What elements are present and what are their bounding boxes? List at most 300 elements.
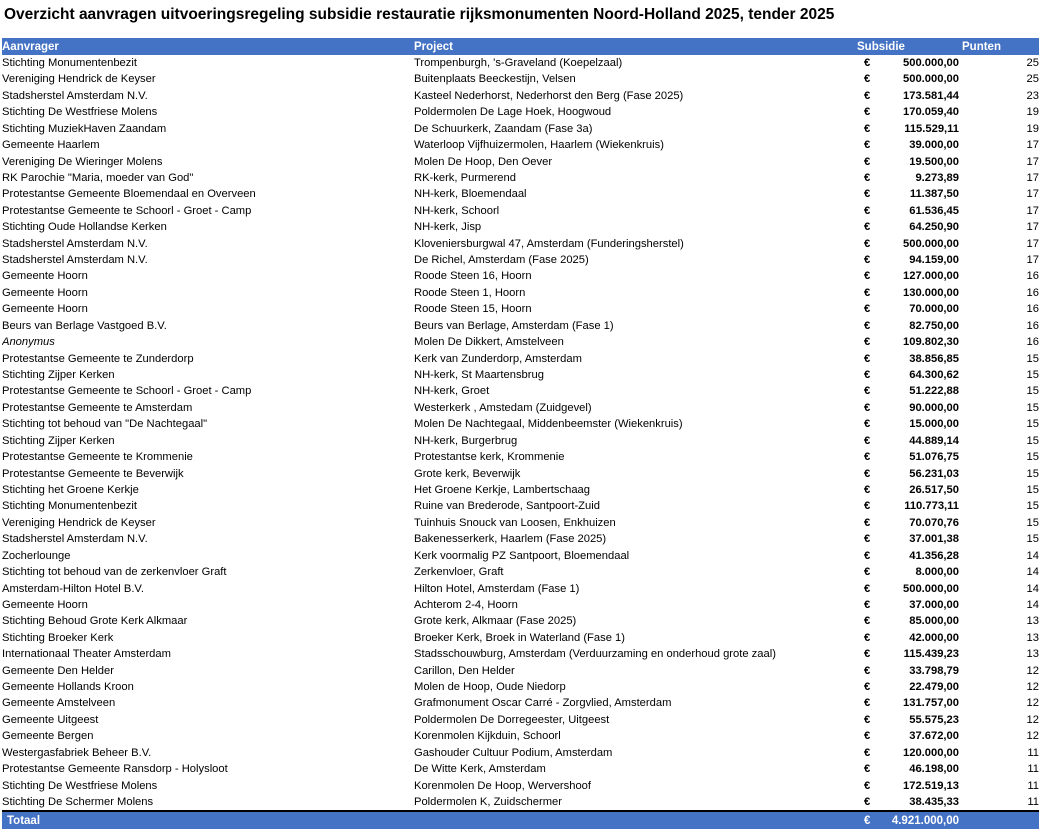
euro-symbol: € — [864, 171, 871, 184]
punten-cell: 17 — [1026, 221, 1039, 234]
euro-symbol: € — [864, 369, 871, 382]
punten-cell: 11 — [1027, 795, 1039, 808]
euro-symbol: € — [864, 155, 871, 168]
subsidie-cell — [857, 482, 962, 498]
punten-cell: 12 — [1026, 681, 1039, 694]
euro-symbol: € — [864, 352, 871, 365]
punten-cell: 14 — [1026, 549, 1039, 562]
table-row — [2, 646, 1039, 662]
project-cell: Kasteel Nederhorst, Nederhorst den Berg (Fase 2025) — [414, 89, 684, 102]
subsidie-amount: 170.059,40 — [903, 106, 959, 119]
table-row — [2, 794, 1039, 811]
punten-cell: 14 — [1026, 566, 1039, 579]
table-row — [2, 761, 1039, 777]
project-cell: Grote kerk, Beverwijk — [414, 467, 521, 480]
subsidie-cell — [857, 400, 962, 416]
project-cell: NH-kerk, Burgerbrug — [414, 434, 518, 447]
euro-symbol: € — [864, 122, 871, 135]
subsidie-amount: 56.231,03 — [909, 467, 959, 480]
table-row — [2, 548, 1039, 564]
subsidie-amount: 44.889,14 — [909, 434, 959, 447]
subsidie-amount: 130.000,00 — [903, 286, 959, 299]
project-cell: Tuinhuis Snouck van Loosen, Enkhuizen — [414, 516, 616, 529]
aanvrager-cell: Gemeente Hoorn — [2, 286, 88, 299]
total-row — [2, 811, 1039, 829]
aanvrager-cell: Gemeente Amstelveen — [2, 697, 116, 710]
subsidie-cell — [857, 745, 962, 761]
table-footer — [2, 811, 1039, 829]
punten-cell: 15 — [1026, 418, 1039, 431]
subsidie-amount: 115.529,11 — [904, 122, 959, 135]
aanvrager-cell: Protestantse Gemeente Bloemendaal en Overveen — [2, 188, 256, 201]
euro-symbol: € — [864, 451, 871, 464]
euro-symbol: € — [864, 106, 871, 119]
euro-symbol: € — [864, 270, 871, 283]
subsidie-amount: 109.802,30 — [903, 336, 959, 349]
aanvrager-cell: Stichting De Westfriese Molens — [2, 106, 158, 119]
euro-symbol: € — [864, 681, 871, 694]
column-header-aanvrager: Aanvrager — [2, 38, 414, 55]
euro-symbol: € — [864, 336, 871, 349]
subsidie-cell — [857, 433, 962, 449]
subsidie-amount: 70.070,76 — [909, 516, 959, 529]
subsidie-amount: 26.517,50 — [909, 483, 959, 496]
project-cell: NH-kerk, St Maartensbrug — [414, 369, 544, 382]
project-cell: NH-kerk, Schoorl — [414, 204, 500, 217]
subsidie-cell — [857, 548, 962, 564]
punten-cell: 12 — [1026, 664, 1039, 677]
aanvrager-cell: Stadsherstel Amsterdam N.V. — [2, 254, 148, 267]
subsidie-cell — [857, 154, 962, 170]
table-row — [2, 531, 1039, 547]
table-row — [2, 449, 1039, 465]
subsidie-cell — [857, 367, 962, 383]
aanvrager-cell: Vereniging De Wieringer Molens — [2, 155, 163, 168]
aanvrager-cell: Gemeente Den Helder — [2, 664, 114, 677]
euro-symbol: € — [864, 319, 871, 332]
project-cell: Broeker Kerk, Broek in Waterland (Fase 1) — [414, 631, 625, 644]
subsidie-cell — [857, 268, 962, 284]
punten-cell: 15 — [1026, 385, 1039, 398]
punten-cell: 19 — [1026, 106, 1039, 119]
subsidie-amount: 64.250,90 — [909, 221, 959, 234]
punten-cell: 16 — [1026, 286, 1039, 299]
subsidie-cell — [857, 466, 962, 482]
euro-symbol: € — [864, 57, 871, 69]
aanvrager-cell: Stichting Monumentenbezit — [2, 57, 137, 69]
aanvrager-cell: Zocherlounge — [2, 549, 71, 562]
table-row — [2, 383, 1039, 399]
project-cell: Achterom 2-4, Hoorn — [414, 598, 518, 611]
subsidie-amount: 37.001,38 — [909, 533, 959, 546]
subsidie-amount: 90.000,00 — [909, 401, 959, 414]
subsidie-amount: 42.000,00 — [909, 631, 959, 644]
subsidie-amount: 61.536,45 — [909, 204, 959, 217]
aanvrager-cell: Protestantse Gemeente te Schoorl - Groet - Camp — [2, 204, 252, 217]
project-cell: Roode Steen 1, Hoorn — [414, 286, 526, 299]
aanvrager-cell: Anonymus — [2, 336, 55, 349]
subsidie-cell — [857, 351, 962, 367]
table-row — [2, 416, 1039, 432]
table-row — [2, 137, 1039, 153]
subsidie-cell — [857, 778, 962, 794]
project-cell: Ruine van Brederode, Santpoort-Zuid — [414, 500, 600, 513]
subsidie-table — [2, 38, 1039, 829]
project-cell: Westerkerk , Amstedam (Zuidgevel) — [414, 401, 592, 414]
subsidie-cell — [857, 121, 962, 137]
euro-symbol: € — [864, 631, 871, 644]
aanvrager-cell: Gemeente Uitgeest — [2, 713, 99, 726]
punten-cell: 17 — [1026, 254, 1039, 267]
project-cell: Zerkenvloer, Graft — [414, 566, 504, 579]
aanvrager-cell: Protestantse Gemeente te Zunderdorp — [2, 352, 194, 365]
subsidie-amount: 94.159,00 — [909, 254, 959, 267]
project-cell: Poldermolen De Dorregeester, Uitgeest — [414, 713, 610, 726]
project-cell: Carillon, Den Helder — [414, 664, 515, 677]
punten-cell: 15 — [1026, 516, 1039, 529]
subsidie-cell — [857, 334, 962, 350]
subsidie-amount: 15.000,00 — [909, 418, 959, 431]
project-cell: Poldermolen De Lage Hoek, Hoogwoud — [414, 106, 612, 119]
aanvrager-cell: Stichting Zijper Kerken — [2, 369, 115, 382]
euro-symbol: € — [864, 615, 871, 628]
subsidie-amount: 500.000,00 — [903, 73, 959, 86]
subsidie-cell — [857, 285, 962, 301]
project-cell: Trompenburgh, 's-Graveland (Koepelzaal) — [414, 57, 623, 69]
punten-cell: 19 — [1026, 122, 1039, 135]
project-cell: De Schuurkerk, Zaandam (Fase 3a) — [414, 122, 593, 135]
project-cell: RK-kerk, Purmerend — [414, 171, 516, 184]
subsidie-amount: 37.672,00 — [909, 730, 959, 743]
project-cell: Buitenplaats Beeckestijn, Velsen — [414, 73, 576, 86]
table-row — [2, 498, 1039, 514]
euro-symbol: € — [864, 730, 871, 743]
punten-cell: 15 — [1026, 483, 1039, 496]
punten-cell: 25 — [1026, 57, 1039, 69]
column-header-punten: Punten — [962, 38, 1039, 55]
subsidie-cell — [857, 71, 962, 87]
euro-symbol: € — [864, 483, 871, 496]
aanvrager-cell: Protestantse Gemeente te Schoorl - Groet - Camp — [2, 385, 252, 398]
punten-cell: 12 — [1026, 730, 1039, 743]
subsidie-cell — [857, 679, 962, 695]
punten-cell: 15 — [1026, 434, 1039, 447]
subsidie-cell — [857, 383, 962, 399]
euro-symbol: € — [864, 795, 871, 808]
aanvrager-cell: Gemeente Haarlem — [2, 139, 100, 152]
subsidie-amount: 70.000,00 — [909, 303, 959, 316]
aanvrager-cell: Stichting het Groene Kerkje — [2, 483, 139, 496]
project-cell: Kerk van Zunderdorp, Amsterdam — [414, 352, 582, 365]
subsidie-cell — [857, 630, 962, 646]
aanvrager-cell: Stadsherstel Amsterdam N.V. — [2, 89, 148, 102]
table-row — [2, 778, 1039, 794]
punten-cell: 15 — [1026, 467, 1039, 480]
project-cell: Stadsschouwburg, Amsterdam (Verduurzaming en onderhoud grote zaal) — [414, 648, 776, 661]
table-row — [2, 71, 1039, 87]
header-row — [2, 38, 1039, 55]
punten-cell: 15 — [1026, 500, 1039, 513]
subsidie-cell — [857, 728, 962, 744]
table-row — [2, 663, 1039, 679]
euro-symbol: € — [864, 566, 871, 579]
euro-symbol: € — [864, 254, 871, 267]
table-row — [2, 121, 1039, 137]
subsidie-cell — [857, 531, 962, 547]
table-row — [2, 318, 1039, 334]
subsidie-cell — [857, 318, 962, 334]
project-cell: Roode Steen 15, Hoorn — [414, 303, 532, 316]
euro-symbol: € — [864, 500, 871, 513]
project-cell: Molen De Hoop, Den Oever — [414, 155, 553, 168]
subsidie-cell — [857, 515, 962, 531]
table-row — [2, 154, 1039, 170]
subsidie-amount: 51.076,75 — [909, 451, 959, 464]
subsidie-cell — [857, 252, 962, 268]
aanvrager-cell: Gemeente Hollands Kroon — [2, 681, 134, 694]
table-row — [2, 236, 1039, 252]
subsidie-cell — [857, 236, 962, 252]
aanvrager-cell: Stichting Oude Hollandse Kerken — [2, 221, 167, 234]
euro-symbol: € — [864, 779, 871, 792]
punten-cell: 15 — [1026, 352, 1039, 365]
punten-cell: 13 — [1026, 648, 1039, 661]
project-cell: Waterloop Vijfhuizermolen, Haarlem (Wiekenkruis) — [414, 139, 664, 152]
table-row — [2, 88, 1039, 104]
aanvrager-cell: Beurs van Berlage Vastgoed B.V. — [2, 319, 167, 332]
punten-cell: 15 — [1026, 401, 1039, 414]
project-cell: NH-kerk, Bloemendaal — [414, 188, 527, 201]
subsidie-cell — [857, 646, 962, 662]
aanvrager-cell: Gemeente Hoorn — [2, 598, 88, 611]
aanvrager-cell: Internationaal Theater Amsterdam — [2, 648, 171, 661]
subsidie-amount: 19.500,00 — [909, 155, 959, 168]
subsidie-cell — [857, 416, 962, 432]
aanvrager-cell: Stichting Monumentenbezit — [2, 500, 137, 513]
project-cell: Kloveniersburgwal 47, Amsterdam (Funderingsherstel) — [414, 237, 684, 250]
punten-cell: 15 — [1026, 451, 1039, 464]
table-row — [2, 203, 1039, 219]
table-row — [2, 334, 1039, 350]
aanvrager-cell: Protestantse Gemeente te Amsterdam — [2, 401, 193, 414]
euro-symbol: € — [864, 598, 871, 611]
project-cell: Molen De Nachtegaal, Middenbeemster (Wiekenkruis) — [414, 418, 683, 431]
subsidie-cell — [857, 137, 962, 153]
project-cell: Korenmolen De Hoop, Wervershoof — [414, 779, 592, 792]
punten-cell: 13 — [1026, 631, 1039, 644]
aanvrager-cell: Amsterdam-Hilton Hotel B.V. — [2, 582, 144, 595]
euro-symbol: € — [864, 139, 871, 152]
aanvrager-cell: Gemeente Bergen — [2, 730, 94, 743]
punten-cell: 14 — [1026, 598, 1039, 611]
aanvrager-cell: Stichting De Westfriese Molens — [2, 779, 158, 792]
punten-cell: 11 — [1027, 779, 1039, 792]
punten-cell: 25 — [1026, 73, 1039, 86]
table-row — [2, 400, 1039, 416]
aanvrager-cell: Gemeente Hoorn — [2, 303, 88, 316]
subsidie-cell — [857, 581, 962, 597]
euro-symbol: € — [864, 549, 871, 562]
total-subsidie-amount: 4.921.000,00 — [891, 814, 959, 827]
subsidie-cell — [857, 203, 962, 219]
project-cell: De Richel, Amsterdam (Fase 2025) — [414, 254, 589, 267]
project-cell: Gashouder Cultuur Podium, Amsterdam — [414, 746, 613, 759]
subsidie-amount: 46.198,00 — [909, 763, 959, 776]
subsidie-amount: 22.479,00 — [909, 681, 959, 694]
subsidie-amount: 131.757,00 — [903, 697, 959, 710]
subsidie-amount: 110.773,11 — [904, 500, 959, 513]
column-header-subsidie: Subsidie — [857, 38, 962, 55]
table-row — [2, 433, 1039, 449]
table-row — [2, 745, 1039, 761]
euro-symbol: € — [864, 418, 871, 431]
subsidie-cell — [857, 186, 962, 202]
table-row — [2, 613, 1039, 629]
subsidie-cell — [857, 55, 962, 71]
euro-symbol: € — [864, 713, 871, 726]
table-row — [2, 55, 1039, 71]
euro-symbol: € — [864, 697, 871, 710]
table-row — [2, 564, 1039, 580]
subsidie-amount: 37.000,00 — [909, 598, 959, 611]
aanvrager-cell: Stadsherstel Amsterdam N.V. — [2, 533, 148, 546]
subsidie-cell — [857, 712, 962, 728]
subsidie-amount: 51.222,88 — [909, 385, 959, 398]
punten-cell: 16 — [1026, 303, 1039, 316]
table-row — [2, 219, 1039, 235]
table-row — [2, 186, 1039, 202]
table-row — [2, 268, 1039, 284]
project-cell: De Witte Kerk, Amsterdam — [414, 763, 546, 776]
project-cell: Korenmolen Kijkduin, Schoorl — [414, 730, 561, 743]
total-punten-cell — [962, 811, 1039, 829]
subsidie-amount: 173.581,44 — [903, 89, 959, 102]
punten-cell: 17 — [1026, 188, 1039, 201]
euro-symbol: € — [864, 221, 871, 234]
table-row — [2, 581, 1039, 597]
euro-symbol: € — [864, 814, 871, 827]
subsidie-cell — [857, 794, 962, 811]
table-row — [2, 679, 1039, 695]
total-project-cell — [414, 811, 857, 829]
punten-cell: 16 — [1026, 336, 1039, 349]
subsidie-amount: 11.387,50 — [909, 188, 959, 201]
euro-symbol: € — [864, 746, 871, 759]
aanvrager-cell: Stichting MuziekHaven Zaandam — [2, 122, 167, 135]
subsidie-cell — [857, 301, 962, 317]
punten-cell: 13 — [1026, 615, 1039, 628]
punten-cell: 14 — [1026, 582, 1039, 595]
aanvrager-cell: RK Parochie "Maria, moeder van God" — [2, 171, 194, 184]
subsidie-cell — [857, 88, 962, 104]
aanvrager-cell: Vereniging Hendrick de Keyser — [2, 73, 156, 86]
table-row — [2, 482, 1039, 498]
subsidie-cell — [857, 498, 962, 514]
subsidie-cell — [857, 613, 962, 629]
punten-cell: 11 — [1027, 763, 1039, 776]
aanvrager-cell: Stichting tot behoud van "De Nachtegaal" — [2, 418, 208, 431]
table-row — [2, 630, 1039, 646]
column-header-project: Project — [414, 38, 857, 55]
project-cell: Beurs van Berlage, Amsterdam (Fase 1) — [414, 319, 614, 332]
project-cell: Hilton Hotel, Amsterdam (Fase 1) — [414, 582, 580, 595]
subsidie-amount: 172.519,13 — [903, 779, 959, 792]
punten-cell: 12 — [1026, 713, 1039, 726]
project-cell: Poldermolen K, Zuidschermer — [414, 795, 562, 808]
euro-symbol: € — [864, 533, 871, 546]
euro-symbol: € — [864, 467, 871, 480]
table-row — [2, 712, 1039, 728]
subsidie-cell — [857, 104, 962, 120]
subsidie-cell — [857, 170, 962, 186]
page-title: Overzicht aanvragen uitvoeringsregeling subsidie restauratie rijksmonumenten Noord-Holland 2025, tender 2025 — [4, 6, 835, 23]
aanvrager-cell: Stichting Zijper Kerken — [2, 434, 115, 447]
project-cell: Roode Steen 16, Hoorn — [414, 270, 532, 283]
table-row — [2, 728, 1039, 744]
table-header — [2, 38, 1039, 55]
project-cell: Het Groene Kerkje, Lambertschaag — [414, 483, 590, 496]
project-cell: Grafmonument Oscar Carré - Zorgvlied, Amsterdam — [414, 697, 672, 710]
table-row — [2, 285, 1039, 301]
subsidie-amount: 115.439,23 — [903, 648, 959, 661]
subsidie-amount: 55.575,23 — [909, 713, 959, 726]
subsidie-amount: 120.000,00 — [903, 746, 959, 759]
euro-symbol: € — [864, 303, 871, 316]
euro-symbol: € — [864, 763, 871, 776]
aanvrager-cell: Gemeente Hoorn — [2, 270, 88, 283]
subsidie-amount: 64.300,62 — [909, 369, 959, 382]
aanvrager-cell: Vereniging Hendrick de Keyser — [2, 516, 156, 529]
table-row — [2, 515, 1039, 531]
aanvrager-cell: Westergasfabriek Beheer B.V. — [2, 746, 152, 759]
euro-symbol: € — [864, 237, 871, 250]
subsidie-amount: 82.750,00 — [909, 319, 959, 332]
table-row — [2, 170, 1039, 186]
aanvrager-cell: Stichting Broeker Kerk — [2, 631, 114, 644]
project-cell: Grote kerk, Alkmaar (Fase 2025) — [414, 615, 577, 628]
project-cell: NH-kerk, Groet — [414, 385, 490, 398]
aanvrager-cell: Protestantse Gemeente Ransdorp - Holysloot — [2, 763, 228, 776]
project-cell: Protestantse kerk, Krommenie — [414, 451, 565, 464]
euro-symbol: € — [864, 204, 871, 217]
subsidie-amount: 500.000,00 — [903, 237, 959, 250]
table-row — [2, 695, 1039, 711]
euro-symbol: € — [864, 89, 871, 102]
punten-cell: 11 — [1027, 746, 1039, 759]
table-row — [2, 104, 1039, 120]
euro-symbol: € — [864, 401, 871, 414]
table-row — [2, 367, 1039, 383]
total-label: Totaal — [2, 811, 414, 829]
euro-symbol: € — [864, 516, 871, 529]
punten-cell: 12 — [1026, 697, 1039, 710]
euro-symbol: € — [864, 648, 871, 661]
subsidie-amount: 500.000,00 — [903, 57, 959, 69]
project-cell: Kerk voormalig PZ Santpoort, Bloemendaal — [414, 549, 630, 562]
aanvrager-cell: Protestantse Gemeente te Beverwijk — [2, 467, 184, 480]
table-row — [2, 301, 1039, 317]
euro-symbol: € — [864, 73, 871, 86]
project-cell: Molen de Hoop, Oude Niedorp — [414, 681, 566, 694]
punten-cell: 17 — [1026, 171, 1039, 184]
subsidie-amount: 41.356,28 — [909, 549, 959, 562]
punten-cell: 17 — [1026, 155, 1039, 168]
subsidie-amount: 33.798,79 — [909, 664, 959, 677]
subsidie-amount: 500.000,00 — [903, 582, 959, 595]
euro-symbol: € — [864, 286, 871, 299]
punten-cell: 15 — [1026, 369, 1039, 382]
euro-symbol: € — [864, 434, 871, 447]
